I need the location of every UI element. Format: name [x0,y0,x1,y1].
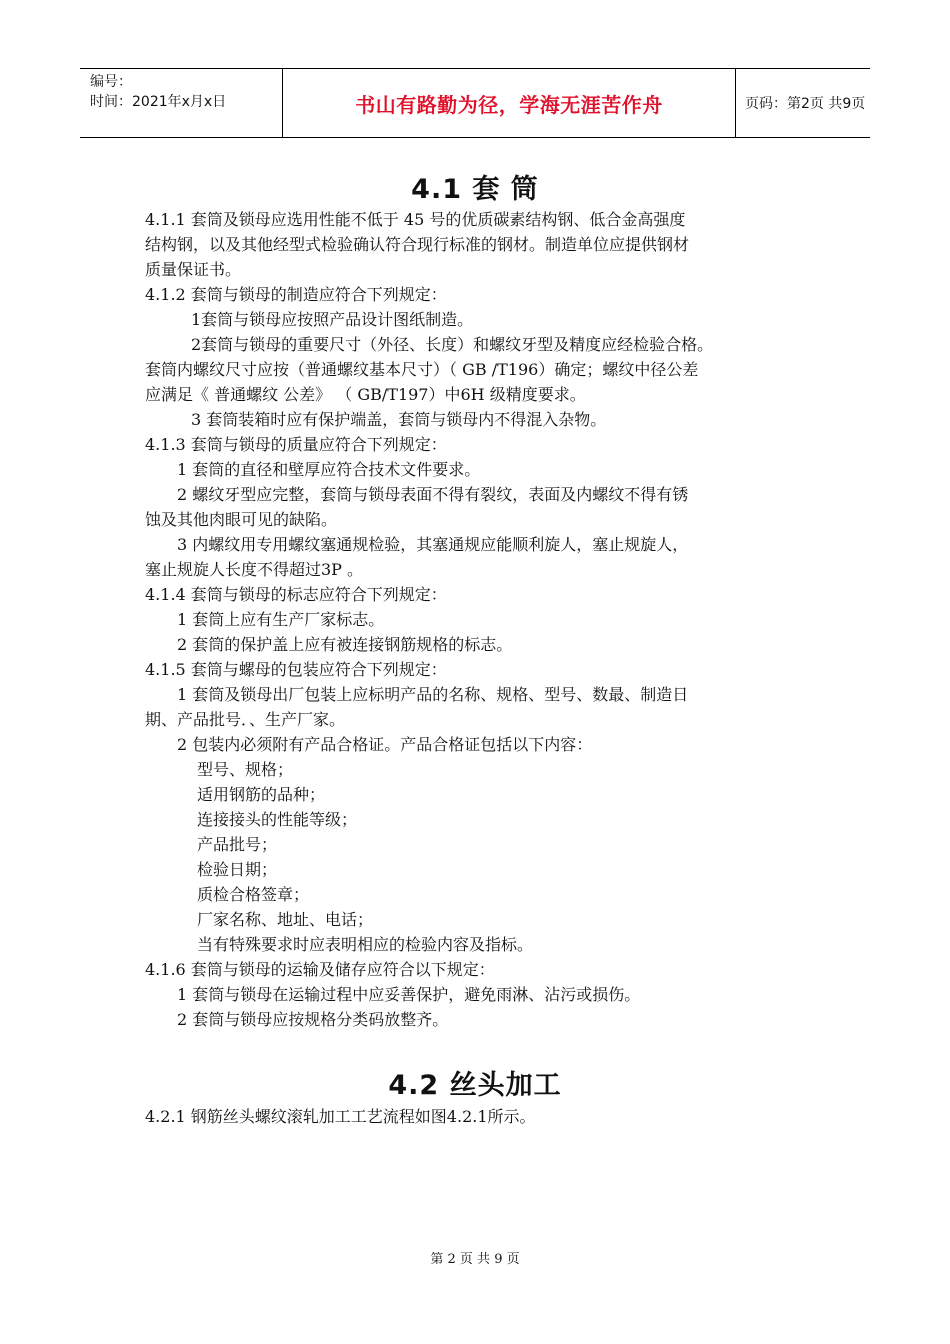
clause-item: 1 套筒与锁母在运输过程中应妥善保护，避免雨淋、沾污或损伤。 [177,985,641,1004]
clause-item: 2 包装内必须附有产品合格证。产品合格证包括以下内容： [177,735,593,754]
header-motto-cell [282,69,736,137]
document-number-label: 编号： [90,74,132,90]
clause-item: 2 螺纹牙型应完整，套筒与锁母表面不得有裂纹，表面及内螺纹不得有锈 [177,485,689,504]
header-page-info: 页码：第2页 共9页 [745,96,866,112]
header-meta [80,69,282,137]
clause-item: 2套筒与锁母的重要尺寸（外径、长度）和螺纹牙型及精度应经检验合格。 [191,335,714,354]
list-item: 连接接头的性能等级； [197,810,358,829]
clause-item: 3 套筒装箱时应有保护端盖，套筒与锁母内不得混入杂物。 [191,410,607,429]
clause-heading: 4.1.6 套筒与锁母的运输及储存应符合以下规定： [145,960,495,979]
clause-item: 3 内螺纹用专用螺纹塞通规检验，其塞通规应能顺利旋人，塞止规旋人， [177,535,689,554]
paragraph-line: 蚀及其他肉眼可见的缺陷。 [145,510,338,529]
clause-item: 2 套筒的保护盖上应有被连接钢筋规格的标志。 [177,635,513,654]
clause-heading: 4.2.1 钢筋丝头螺纹滚轧加工工艺流程如图4.2.1所示。 [145,1107,536,1126]
page-header [80,68,870,138]
paragraph-line: 塞止规旋人长度不得超过3P 。 [145,560,364,579]
paragraph-line: 4.1.1 套筒及锁母应选用性能不低于 45 号的优质碳素结构钢、低合金高强度 [145,210,686,229]
clause-heading: 4.1.4 套筒与锁母的标志应符合下列规定： [145,585,447,604]
paragraph-line: 结构钢，以及其他经型式检验确认符合现行标准的钢材。制造单位应提供钢材 [145,235,690,254]
document-date-label: 时间：2021年x月x日 [90,94,227,110]
page-footer: 第 2 页 共 9 页 [430,1252,520,1267]
section-title-4-2: 4.2 丝头加工 [388,1070,562,1101]
paragraph-line: 期、产品批号．、生产厂家。 [145,710,346,729]
paragraph-line: 套筒内螺纹尺寸应按（普通螺纹基本尺寸）（ GB /T196）确定；螺纹中径公差 [145,360,699,379]
list-item: 产品批号； [197,835,278,854]
list-item: 适用钢筋的品种； [197,785,326,804]
section-title-4-1: 4.1 套 筒 [411,174,539,205]
list-item: 检验日期； [197,860,278,879]
clause-heading: 4.1.5 套筒与螺母的包装应符合下列规定： [145,660,447,679]
list-item: 当有特殊要求时应表明相应的检验内容及指标。 [197,935,534,954]
header-motto: 书山有路勤为径，学海无涯苦作舟 [355,92,663,117]
clause-item: 1 套筒的直径和壁厚应符合技术文件要求。 [177,460,481,479]
header-page-cell [735,69,870,137]
clause-item: 2 套筒与锁母应按规格分类码放整齐。 [177,1010,449,1029]
list-item: 厂家名称、地址、电话； [197,910,374,929]
paragraph-line: 质量保证书。 [145,260,242,279]
clause-heading: 4.1.3 套筒与锁母的质量应符合下列规定： [145,435,447,454]
paragraph-line: 应满足《 普通螺纹 公差》 （ GB/T197）中6H 级精度要求。 [145,385,586,404]
clause-item: 1 套筒上应有生产厂家标志。 [177,610,385,629]
list-item: 型号、规格； [197,760,294,779]
clause-heading: 4.1.2 套筒与锁母的制造应符合下列规定： [145,285,447,304]
clause-item: 1 套筒及锁母出厂包装上应标明产品的名称、规格、型号、数最、制造日 [177,685,689,704]
clause-item: 1套筒与锁母应按照产品设计图纸制造。 [191,310,474,329]
list-item: 质检合格签章； [197,885,310,904]
